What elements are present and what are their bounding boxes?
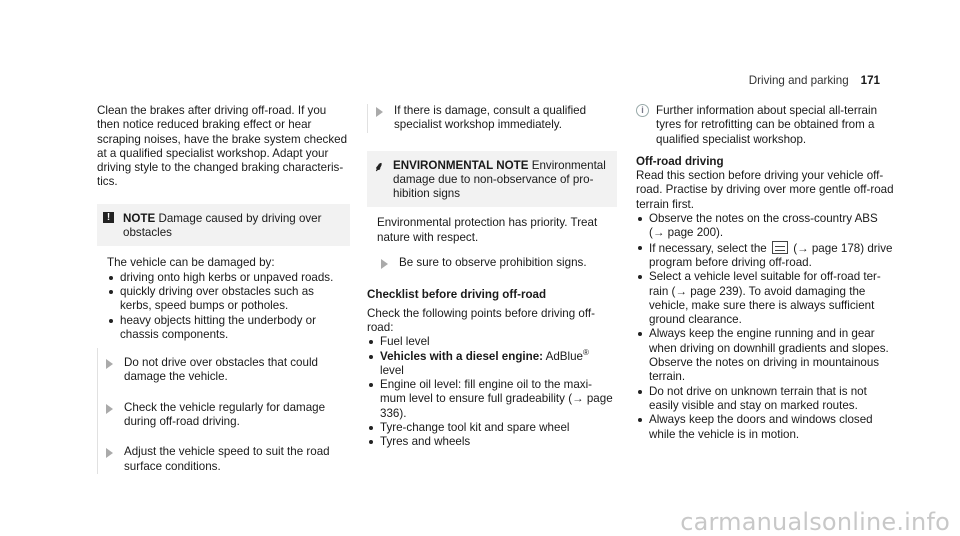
watermark: carmanualsonline.info xyxy=(680,507,950,536)
list-item: Do not drive on unknown terrain that is not easily visible and stay on marked routes. xyxy=(636,385,896,414)
env-subtitle: Environmental damage due to non-observance of pro-hibition signs xyxy=(393,158,606,201)
arrow-icon xyxy=(376,107,383,117)
page-header xyxy=(749,74,880,88)
column-3 xyxy=(636,104,896,442)
list-item: Always keep the doors and windows closed while the vehicle is in motion. xyxy=(636,413,896,442)
note-title: NOTE xyxy=(123,211,156,225)
step-text: If there is damage, consult a qualified specialist workshop immediately. xyxy=(394,104,587,132)
brakes-paragraph: Clean the brakes after driving off-road. If you then notice reduced braking effect or hear scraping noises, have the brake system checked at a qualified specialist workshop. Adapt your driving style to the changed braking characteris-tics. xyxy=(97,104,348,189)
column-1 xyxy=(97,104,350,474)
step-item xyxy=(102,445,350,474)
page-reference[interactable]: (→ page 336). xyxy=(380,392,613,420)
step-item xyxy=(372,104,617,133)
note-box xyxy=(97,204,350,247)
list-item: If necessary, select the (→ page 178) drive program before driving off-road. xyxy=(636,241,896,271)
list-item: Vehicles with a diesel engine: AdBlue® level xyxy=(367,350,617,379)
warning-icon: ! xyxy=(103,212,114,223)
info-note xyxy=(636,104,896,147)
list-item: Engine oil level: fill engine oil to the maxi-mum level to ensure full gradeability (→ page 336). xyxy=(367,378,617,421)
env-text: Environmental protection has priority. Treat nature with respect. xyxy=(377,216,598,244)
damage-step xyxy=(367,104,617,133)
step-text: Be sure to observe prohibition signs. xyxy=(399,256,587,270)
note-title-line xyxy=(123,212,342,241)
arrow-icon xyxy=(381,259,388,269)
list-item: driving onto high kerbs or unpaved roads. xyxy=(107,271,342,285)
list-item: Tyre-change tool kit and spare wheel xyxy=(367,421,617,435)
note-steps xyxy=(97,348,350,474)
checklist-heading: Checklist before driving off-road xyxy=(367,288,547,302)
note-text: The vehicle can be damaged by: xyxy=(107,256,275,270)
list-item: Always keep the engine running and in gear when driving on downhill gradients and slopes. Observe the notes on driving in mountainous terrain. xyxy=(636,327,896,384)
list-item: Select a vehicle level suitable for off-road ter-rain (→ page 239). To avoid damaging the vehicle, make sure there is always sufficient ground clearance. xyxy=(636,270,896,327)
note-subtitle: Damage caused by driving over obstacles xyxy=(123,211,322,240)
env-title: ENVIRONMENTAL NOTE xyxy=(393,158,529,172)
list-item: heavy objects hitting the underbody or chassis components. xyxy=(107,314,342,343)
step-item xyxy=(102,356,350,385)
list-item: Tyres and wheels xyxy=(367,435,617,449)
list-item: quickly driving over obstacles such as kerbs, speed bumps or potholes. xyxy=(107,285,342,314)
arrow-icon xyxy=(106,404,113,414)
step-text: Check the vehicle regularly for damage during off-road driving. xyxy=(124,400,326,429)
arrow-icon xyxy=(106,448,113,458)
offroad-heading: Off-road driving xyxy=(636,154,724,168)
env-body xyxy=(367,207,617,270)
page-reference[interactable]: (→ page 178) xyxy=(793,241,865,255)
step-text: Adjust the vehicle speed to suit the road surface conditions. xyxy=(124,445,330,473)
offroad-list xyxy=(636,212,896,442)
section-title: Driving and parking xyxy=(748,74,849,87)
checklist xyxy=(367,335,617,449)
list-item: Fuel level xyxy=(367,335,617,349)
step-text: Do not drive over obstacles that could damage the vehicle. xyxy=(124,356,318,384)
info-text: Further information about special all-terrain tyres for retrofitting can be obtained from a qualified specialist workshop. xyxy=(656,104,878,146)
arrow-icon xyxy=(106,359,113,369)
checklist-intro: Check the following points before driving off-road: xyxy=(367,306,595,334)
environmental-note-box xyxy=(367,151,617,208)
offroad-intro: Read this section before driving your vehicle off-road. Practise by driving over more gentle off-road terrain first. xyxy=(636,169,894,211)
column-2 xyxy=(367,104,617,450)
step-item xyxy=(102,401,350,430)
note-body xyxy=(97,246,350,348)
list-item: Observe the notes on the cross-country ABS (→ page 200). xyxy=(636,212,896,241)
step-item xyxy=(377,256,617,270)
leaf-icon: ⸙ xyxy=(374,158,384,174)
info-icon: i xyxy=(636,104,649,117)
damage-list xyxy=(107,271,342,342)
env-title-line xyxy=(393,159,609,202)
page-reference[interactable]: (→ page 200). xyxy=(649,226,724,240)
offroad-program-icon xyxy=(772,241,788,254)
page-number: 171 xyxy=(860,74,880,87)
